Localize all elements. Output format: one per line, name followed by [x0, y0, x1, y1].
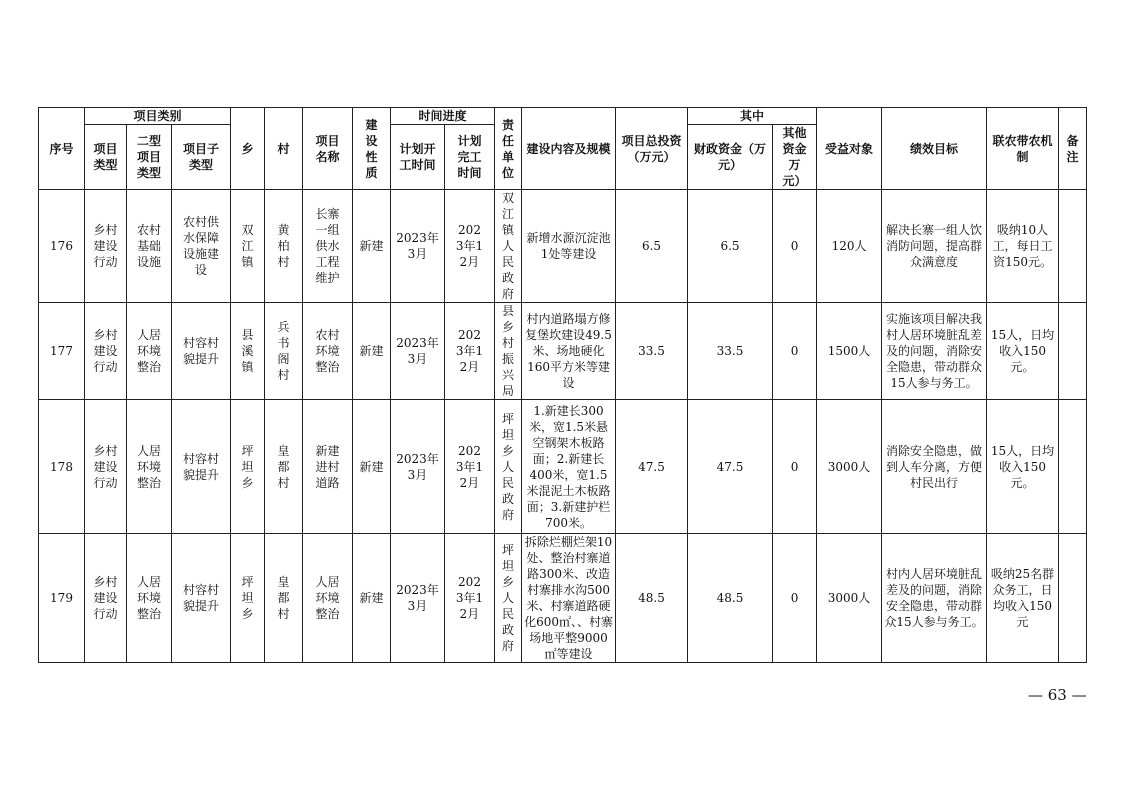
cell-project-type: 乡村建设行动: [85, 303, 127, 400]
header-total-investment: 项目总投资（万元）: [616, 108, 688, 190]
cell-village: 皇都村: [265, 534, 303, 663]
cell-responsible-unit: 县乡村振兴局: [495, 303, 522, 400]
header-beneficiary: 受益对象: [817, 108, 882, 190]
header-remarks: 备注: [1059, 108, 1087, 190]
cell-project-type: 乡村建设行动: [85, 190, 127, 303]
cell-project-name: 新建进村道路: [303, 400, 353, 534]
cell-total-investment: 33.5: [616, 303, 688, 400]
cell-planned-end: 2023年12月: [445, 190, 495, 303]
cell-farmer-link-mechanism: 吸纳10人工，每日工资150元。: [987, 190, 1059, 303]
cell-total-investment: 47.5: [616, 400, 688, 534]
cell-planned-end: 2023年12月: [445, 534, 495, 663]
cell-farmer-link-mechanism: 吸纳25名群众务工，日均收入150元: [987, 534, 1059, 663]
header-subtype: 项目子类型: [172, 125, 231, 190]
cell-performance-goal: 村内人居环境脏乱差及的问题，消除安全隐患，带动群众15人参与务工。: [882, 534, 987, 663]
header-planned-start: 计划开工时间: [391, 125, 445, 190]
cell-township: 县溪镇: [231, 303, 265, 400]
header-responsible-unit: 责任单位: [495, 108, 522, 190]
project-table: [38, 107, 1087, 663]
cell-farmer-link-mechanism: 15人，日均收入150元。: [987, 400, 1059, 534]
cell-project-name: 农村环境整治: [303, 303, 353, 400]
cell-fiscal-funds: 47.5: [688, 400, 773, 534]
cell-other-funds: 0: [773, 190, 817, 303]
cell-planned-end: 2023年12月: [445, 303, 495, 400]
cell-content-scale: 村内道路塌方修复堡坎建设49.5米、场地硬化160平方米等建设: [522, 303, 616, 400]
cell-village: 皇都村: [265, 400, 303, 534]
cell-performance-goal: 实施该项目解决我村人居环境脏乱差及的问题，消除安全隐患，带动群众15人参与务工。: [882, 303, 987, 400]
cell-fiscal-funds: 6.5: [688, 190, 773, 303]
cell-total-investment: 48.5: [616, 534, 688, 663]
cell-content-scale: 1.新建长300米，宽1.5米悬空钢架木板路面；2.新建长400米，宽1.5米混泥土木板路面；3.新建护栏700米。: [522, 400, 616, 534]
cell-construction-nature: 新建: [353, 303, 391, 400]
header-schedule: 时间进度: [391, 108, 495, 125]
cell-responsible-unit: 坪坦乡人民政府: [495, 400, 522, 534]
header-performance-goal: 绩效目标: [882, 108, 987, 190]
cell-subtype: 村容村貌提升: [172, 400, 231, 534]
cell-township: 双江镇: [231, 190, 265, 303]
header-of-which: 其中: [688, 108, 817, 125]
cell-village: 黄柏村: [265, 190, 303, 303]
cell-other-funds: 0: [773, 400, 817, 534]
cell-other-funds: 0: [773, 303, 817, 400]
cell-township: 坪坦乡: [231, 534, 265, 663]
cell-secondary-type: 农村基础设施: [127, 190, 172, 303]
cell-planned-end: 2023年12月: [445, 400, 495, 534]
cell-index: 179: [39, 534, 85, 663]
header-fiscal-funds: 财政资金（万元）: [688, 125, 773, 190]
cell-total-investment: 6.5: [616, 190, 688, 303]
cell-beneficiary: 1500人: [817, 303, 882, 400]
table-row: [39, 303, 1087, 400]
cell-planned-start: 2023年3月: [391, 400, 445, 534]
table-body: [39, 190, 1087, 663]
cell-construction-nature: 新建: [353, 534, 391, 663]
header-index: 序号: [39, 108, 85, 190]
cell-secondary-type: 人居环境整治: [127, 534, 172, 663]
cell-content-scale: 新增水源沉淀池1处等建设: [522, 190, 616, 303]
header-project-category: 项目类别: [85, 108, 231, 125]
table-row: [39, 400, 1087, 534]
header-content-scale: 建设内容及规模: [522, 108, 616, 190]
table-row: [39, 190, 1087, 303]
cell-village: 兵书阁村: [265, 303, 303, 400]
cell-remarks: [1059, 534, 1087, 663]
cell-responsible-unit: 双江镇人民政府: [495, 190, 522, 303]
header-other-funds: 其他资金万元）: [773, 125, 817, 190]
cell-other-funds: 0: [773, 534, 817, 663]
cell-construction-nature: 新建: [353, 400, 391, 534]
cell-planned-start: 2023年3月: [391, 303, 445, 400]
table-row: [39, 534, 1087, 663]
cell-beneficiary: 3000人: [817, 400, 882, 534]
cell-performance-goal: 消除安全隐患，做到人车分离，方便村民出行: [882, 400, 987, 534]
cell-township: 坪坦乡: [231, 400, 265, 534]
cell-project-type: 乡村建设行动: [85, 400, 127, 534]
cell-index: 176: [39, 190, 85, 303]
page-number: — 63 —: [1028, 686, 1087, 704]
cell-subtype: 村容村貌提升: [172, 534, 231, 663]
header-project-name: 项目名称: [303, 108, 353, 190]
cell-remarks: [1059, 303, 1087, 400]
cell-remarks: [1059, 190, 1087, 303]
header-township: 乡: [231, 108, 265, 190]
cell-responsible-unit: 坪坦乡人民政府: [495, 534, 522, 663]
cell-content-scale: 拆除烂棚烂架10处、整治村寨道路300米、改造村寨排水沟500米、村寨道路硬化600㎡、、村寨场地平整9000㎡等建设: [522, 534, 616, 663]
cell-construction-nature: 新建: [353, 190, 391, 303]
cell-secondary-type: 人居环境整治: [127, 400, 172, 534]
cell-planned-start: 2023年3月: [391, 190, 445, 303]
cell-beneficiary: 3000人: [817, 534, 882, 663]
cell-performance-goal: 解决长寨一组人饮消防问题，提高群众满意度: [882, 190, 987, 303]
cell-secondary-type: 人居环境整治: [127, 303, 172, 400]
cell-project-type: 乡村建设行动: [85, 534, 127, 663]
cell-subtype: 村容村貌提升: [172, 303, 231, 400]
cell-fiscal-funds: 48.5: [688, 534, 773, 663]
header-farmer-link-mechanism: 联农带农机制: [987, 108, 1059, 190]
cell-project-name: 人居环境整治: [303, 534, 353, 663]
cell-subtype: 农村供水保障设施建设: [172, 190, 231, 303]
cell-index: 177: [39, 303, 85, 400]
cell-fiscal-funds: 33.5: [688, 303, 773, 400]
header-planned-end: 计划完工时间: [445, 125, 495, 190]
cell-beneficiary: 120人: [817, 190, 882, 303]
cell-remarks: [1059, 400, 1087, 534]
header-project-type: 项目类型: [85, 125, 127, 190]
header-secondary-type: 二型项目类型: [127, 125, 172, 190]
cell-farmer-link-mechanism: 15人，日均收入150元。: [987, 303, 1059, 400]
cell-index: 178: [39, 400, 85, 534]
cell-project-name: 长寨一组供水工程维护: [303, 190, 353, 303]
cell-planned-start: 2023年3月: [391, 534, 445, 663]
header-construction-nature: 建设性质: [353, 108, 391, 190]
header-village: 村: [265, 108, 303, 190]
